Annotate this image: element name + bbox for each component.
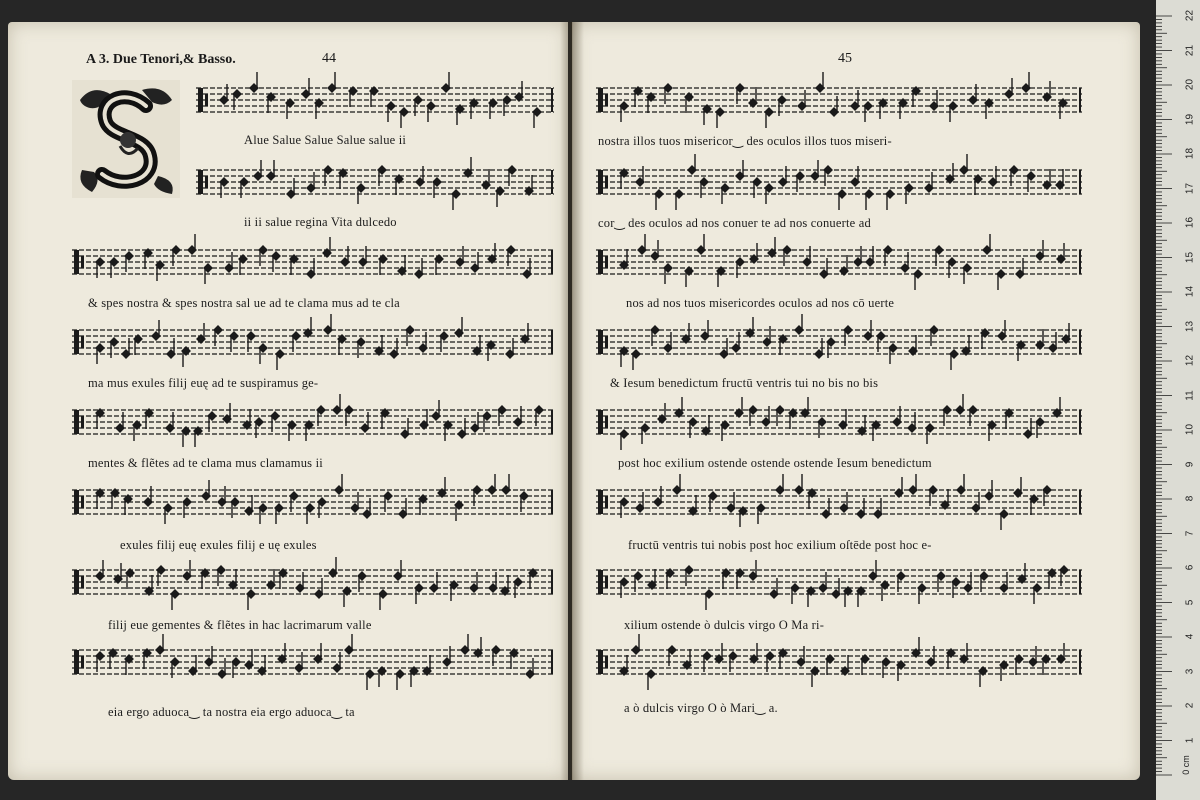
ruler-number: 6: [1184, 564, 1196, 571]
right-staff-6: [596, 482, 1082, 522]
right-staff-3: [596, 242, 1082, 282]
right-lyric-line: a ò dulcis virgo O ò Mari‿ a.: [624, 701, 778, 715]
ruler-number: 21: [1184, 44, 1196, 56]
ruler-number: 5: [1184, 599, 1196, 605]
book-gutter: [560, 22, 584, 780]
ruler-number: 8: [1184, 495, 1196, 502]
ruler-number: 12: [1184, 354, 1196, 367]
ruler-number: 22: [1184, 9, 1196, 22]
right-lyric-line: fructū ventris tui nobis post hoc exilium oſtēde post hoc e-: [628, 538, 932, 552]
right-staff-4: [596, 322, 1082, 362]
left-staff-8: [72, 642, 554, 682]
ruler-number: 2: [1184, 702, 1196, 709]
left-lyric-line: & spes nostra & spes nostra sal ue ad te clama mus ad te cla: [88, 296, 400, 310]
left-staff-5: [72, 402, 554, 442]
right-page-number: 45: [838, 51, 852, 66]
left-lyric-line: mentes & flẽtes ad te clama mus clamamus ii: [88, 456, 323, 470]
left-staff-4: [72, 322, 554, 362]
right-lyric-line: cor‿ des oculos ad nos conuer te ad nos conuerte ad: [598, 216, 871, 230]
ruler-number: 18: [1184, 147, 1196, 160]
left-staff-2: [196, 162, 554, 202]
ruler-number: 16: [1184, 216, 1196, 229]
left-lyric-line: filij eue gementes & flẽtes in hac lacrimarum valle: [108, 618, 372, 632]
right-lyric-line: nos ad nos tuos misericordes oculos ad nos cō uerte: [626, 296, 895, 310]
ruler-number: 19: [1184, 113, 1196, 125]
ruler-number: 17: [1184, 182, 1196, 194]
ruler-unit-label: 0 cm: [1180, 755, 1191, 775]
ruler-number: 3: [1184, 668, 1196, 674]
ruler-number: 15: [1184, 251, 1196, 263]
ruler-number: 9: [1184, 461, 1196, 467]
left-page-number: 44: [322, 51, 336, 66]
right-lyric-line: post hoc exilium ostende ostende ostende Iesum benedictum: [618, 456, 932, 470]
right-staff-1: [596, 80, 1082, 120]
ruler-number: 1: [1184, 737, 1196, 743]
right-lyric-line: nostra illos tuos misericor‿ des oculos illos tuos miseri-: [598, 134, 892, 148]
ruler-number: 14: [1184, 285, 1196, 298]
ruler-number: 20: [1184, 78, 1196, 91]
ruler-number: 7: [1184, 530, 1196, 536]
voice-header: A 3. Due Tenori,& Basso.: [86, 52, 236, 67]
left-lyric-line: ma mus exules filij euę ad te suspiramus ge-: [88, 376, 319, 390]
right-staff-8: [596, 642, 1082, 682]
decorated-initial-s-icon: [72, 80, 180, 198]
right-lyric-line: & Iesum benedictum fructū ventris tui no bis no bis: [610, 376, 879, 390]
left-staff-6: [72, 482, 554, 522]
right-staff-5: [596, 402, 1082, 442]
left-lyric-line: ii ii salue regina Vita dulcedo: [244, 215, 397, 229]
ruler-number: 4: [1184, 633, 1196, 640]
ruler-number: 13: [1184, 320, 1196, 332]
ruler-number: 10: [1184, 423, 1196, 436]
left-staff-1: [196, 80, 554, 120]
left-lyric-line: Alue Salue Salue Salue salue ii: [244, 133, 407, 147]
left-lyric-line: exules filij euę exules filij e uę exules: [120, 538, 317, 552]
ruler-number: 11: [1184, 389, 1196, 401]
right-lyric-line: xilium ostende ò dulcis virgo O Ma ri-: [624, 618, 825, 632]
right-staff-7: [596, 562, 1082, 602]
left-staff-3: [72, 242, 554, 282]
left-lyric-line: eia ergo aduoca‿ ta nostra eia ergo aduoca‿ ta: [108, 705, 355, 719]
left-staff-7: [72, 562, 554, 602]
right-staff-2: [596, 162, 1082, 202]
